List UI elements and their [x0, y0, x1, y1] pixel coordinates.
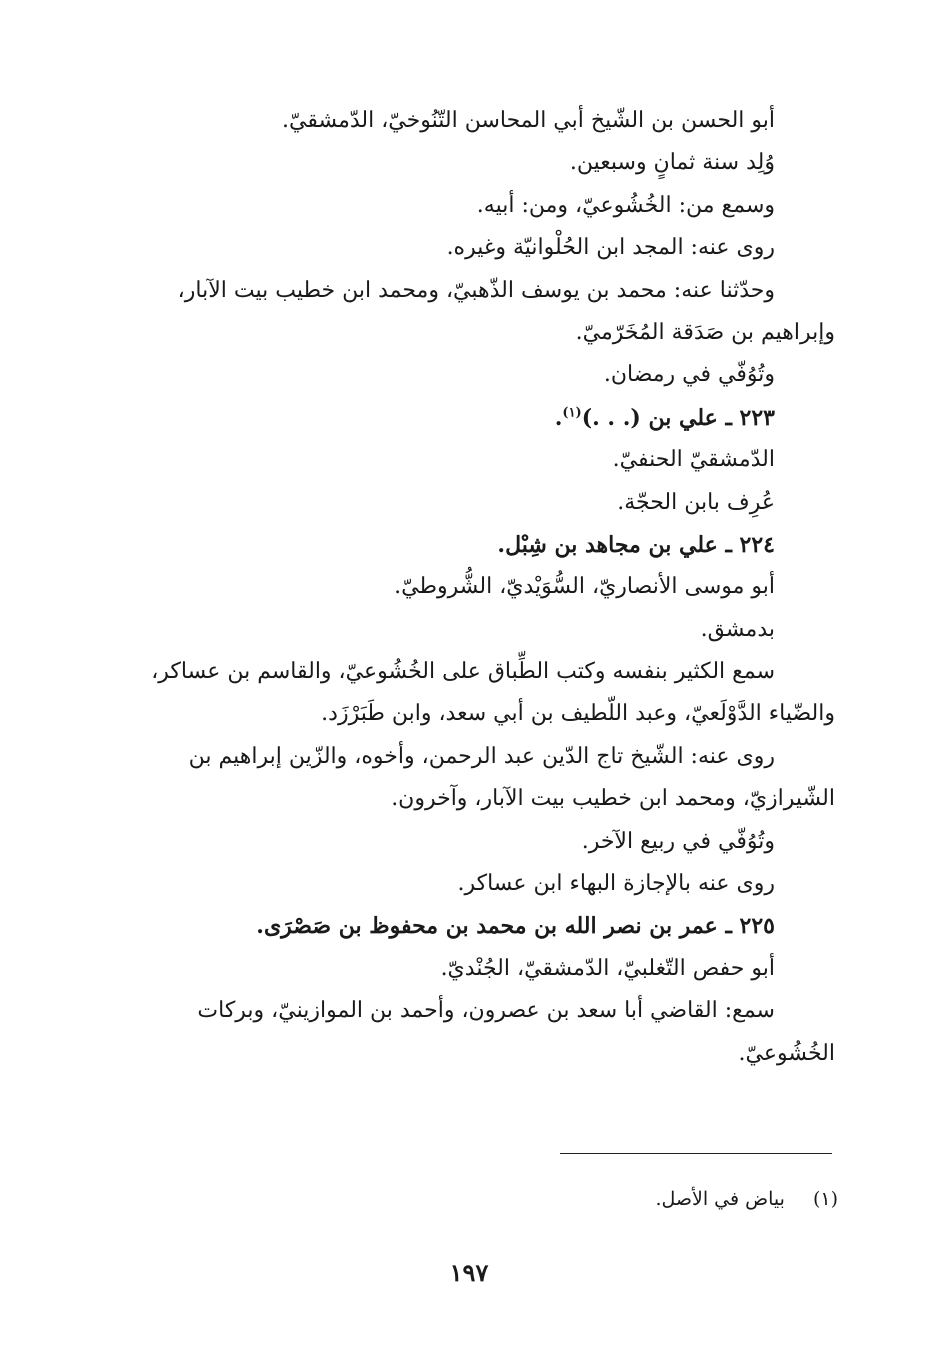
- text-line: وتُوُفّي في رمضان.: [603, 362, 775, 388]
- page-number: ١٩٧: [449, 1258, 489, 1287]
- entry-title: علي بن (. . .): [581, 404, 718, 431]
- text-line: سمع الكثير بنفسه وكتب الطِّباق على الخُشُوعيّ، والقاسم بن عساكر،: [151, 659, 775, 685]
- footnote-separator: [560, 1153, 832, 1154]
- footnote-text: بياض في الأصل.: [655, 1188, 785, 1210]
- text-line: روى عنه: المجد ابن الحُلْوانيّة وغيره.: [446, 235, 775, 261]
- entry-number: ٢٢٥ ـ: [725, 913, 775, 940]
- text-line: والضّياء الدَّوْلَعيّ، وعبد اللّطيف بن أبي سعد، وابن طَبَرْزَد.: [321, 701, 835, 727]
- text-line: وإبراهيم بن صَدَقة المُخَرّميّ.: [575, 319, 835, 345]
- text-line: بدمشق.: [700, 616, 775, 642]
- text-line: وتُوُفّي في ربيع الآخر.: [581, 828, 775, 854]
- entry-title: علي بن مجاهد بن شِبْل.: [497, 531, 718, 558]
- main-text: [115, 100, 835, 1075]
- text-line: الخُشُوعيّ.: [738, 1040, 835, 1066]
- text-line: أبو الحسن بن الشّيخ أبي المحاسن التّنُوخيّ، الدّمشقيّ.: [281, 108, 775, 133]
- text-line: سمع: القاضي أبا سعد بن عصرون، وأحمد بن الموازينيّ، وبركات: [197, 998, 775, 1024]
- entry-number: ٢٢٣ ـ: [725, 404, 775, 431]
- text-line: أبو حفص التّغلبيّ، الدّمشقيّ، الجُنْديّ.: [440, 955, 775, 981]
- text-line: روى عنه بالإجازة البهاء ابن عساكر.: [457, 871, 775, 897]
- text-line: وسمع من: الخُشُوعيّ، ومن: أبيه.: [476, 192, 775, 218]
- text-line: وحدّثنا عنه: محمد بن يوسف الذّهبيّ، ومحمد ابن خطيب بيت الآبار،: [177, 277, 775, 303]
- footnote: [655, 1185, 838, 1213]
- text-line: الشّيرازيّ، ومحمد ابن خطيب بيت الآبار، وآخرون.: [391, 786, 835, 812]
- entry-number: ٢٢٤ ـ: [725, 531, 775, 558]
- text-line: وُلِد سنة ثمانٍ وسبعين.: [569, 150, 775, 176]
- entry-heading-223: ٢٢٣ ـ علي بن (. . .)$^{(١)}$.: [554, 404, 775, 431]
- entry-heading-224: [115, 524, 835, 566]
- footnote-marker: (١): [562, 405, 582, 421]
- text-line: الدّمشقيّ الحنفيّ.: [612, 447, 775, 473]
- text-line: عُرِف بابن الحجّة.: [617, 489, 775, 515]
- text-line: أبو موسى الأنصاريّ، السُّوَيْديّ، الشُّروطيّ.: [394, 574, 775, 600]
- entry-heading-225: [115, 905, 835, 947]
- text-line: روى عنه: الشّيخ تاج الدّين عبد الرحمن، وأخوه، والزّين إبراهيم بن: [188, 743, 775, 769]
- entry-title: عمر بن نصر الله بن محمد بن محفوظ بن صَصْرَى.: [256, 913, 718, 940]
- footnote-number: (١): [812, 1188, 838, 1210]
